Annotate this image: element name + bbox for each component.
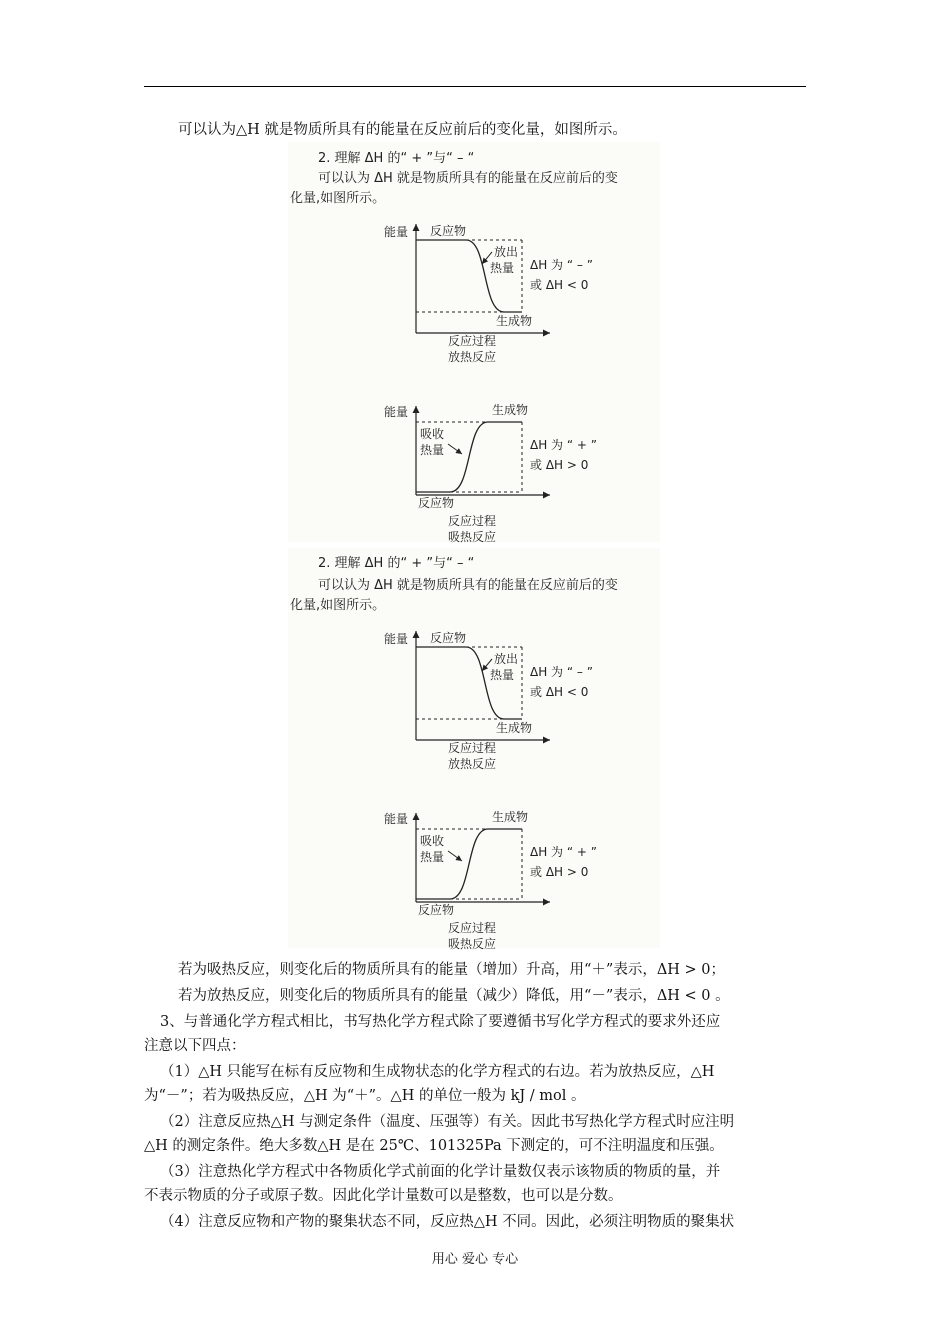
p3-line2: 不表示物质的分子或原子数。因此化学计量数可以是整数，也可以是分数。	[144, 1188, 623, 1204]
item3-line1: 3、与普通化学方程式相比，书写热化学方程式除了要遵循书写化学方程式的要求外还应	[160, 1014, 721, 1030]
x-label: 反应过程	[448, 921, 497, 935]
dh-label-2: 或 ΔH < 0	[530, 685, 589, 699]
caption: 吸热反应	[448, 530, 497, 544]
p3-line1: （3）注意热化学方程式中各物质化学式前面的化学计量数仅表示该物质的物质的量，并	[160, 1164, 721, 1180]
diagram-endothermic-2	[370, 807, 620, 957]
caption: 放热反应	[448, 350, 497, 364]
y-label: 能量	[384, 225, 409, 239]
x-label: 反应过程	[448, 514, 497, 528]
p4-line1: （4）注意反应物和产物的聚集状态不同，反应热△H 不同。因此，必须注明物质的聚集状	[160, 1214, 735, 1230]
arrow-label-2: 热量	[420, 443, 445, 457]
caption: 吸热反应	[448, 937, 497, 951]
top-label: 生成物	[492, 403, 529, 417]
scan-text-1b: 化量,如图所示。	[290, 191, 386, 206]
p1-line1: （1）△H 只能写在标有反应物和生成物状态的化学方程式的右边。若为放热反应，△H	[160, 1064, 715, 1080]
dh-label-2: 或 ΔH > 0	[530, 865, 589, 879]
dh-label-1: ΔH 为 “ – ”	[530, 258, 593, 272]
top-label: 反应物	[430, 631, 467, 645]
bottom-label: 生成物	[496, 314, 533, 328]
scan-text-2a: 可以认为 ΔH 就是物质所具有的能量在反应前后的变	[318, 578, 618, 593]
bottom-label: 反应物	[418, 903, 455, 917]
x-label: 反应过程	[448, 334, 497, 348]
page-footer: 用心 爱心 专心	[431, 1252, 519, 1267]
arrow-label-1: 吸收	[420, 427, 445, 441]
arrow-label-2: 热量	[490, 261, 515, 275]
p2-line1: （2）注意反应热△H 与测定条件（温度、压强等）有关。因此书写热化学方程式时应注明	[160, 1114, 735, 1130]
para-exothermic: 若为放热反应，则变化后的物质所具有的能量（减少）降低，用“－”表示，ΔH < 0 。	[178, 988, 730, 1004]
scan-text-2b: 化量,如图所示。	[290, 598, 386, 613]
diagram-exothermic-1	[370, 218, 620, 368]
header-rule	[144, 86, 806, 87]
arrow-label-1: 吸收	[420, 834, 445, 848]
p1-line2: 为“－”；若为吸热反应，△H 为“＋”。△H 的单位一般为 kJ / mol 。	[144, 1088, 586, 1104]
y-label: 能量	[384, 405, 409, 419]
scan-heading-2: 2. 理解 ΔH 的“ + ”与“ – “	[318, 556, 475, 571]
item3-line2: 注意以下四点：	[144, 1038, 246, 1054]
diagram-exothermic-2	[370, 625, 620, 775]
caption: 放热反应	[448, 757, 497, 771]
dh-label-1: ΔH 为 “ + ”	[530, 845, 597, 859]
para-endothermic: 若为吸热反应，则变化后的物质所具有的能量（增加）升高，用“＋”表示，ΔH > 0；	[178, 962, 726, 978]
x-label: 反应过程	[448, 741, 497, 755]
y-label: 能量	[384, 632, 409, 646]
arrow-label-1: 放出	[494, 245, 519, 259]
p2-line2: △H 的测定条件。绝大多数△H 是在 25℃、101325Pa 下测定的，可不注明温度和压强。	[144, 1138, 724, 1154]
bottom-label: 反应物	[418, 496, 455, 510]
dh-label-1: ΔH 为 “ + ”	[530, 438, 597, 452]
diagram-endothermic-1	[370, 400, 620, 550]
top-label: 反应物	[430, 224, 467, 238]
arrow-label-1: 放出	[494, 652, 519, 666]
scan-text-1a: 可以认为 ΔH 就是物质所具有的能量在反应前后的变	[318, 171, 618, 186]
dh-label-2: 或 ΔH < 0	[530, 278, 589, 292]
arrow-label-2: 热量	[490, 668, 515, 682]
top-label: 生成物	[492, 810, 529, 824]
scan-heading-1: 2. 理解 ΔH 的“ + ”与“ – “	[318, 151, 475, 166]
dh-label-2: 或 ΔH > 0	[530, 458, 589, 472]
intro-line: 可以认为△H 就是物质所具有的能量在反应前后的变化量，如图所示。	[178, 122, 627, 138]
y-label: 能量	[384, 812, 409, 826]
bottom-label: 生成物	[496, 721, 533, 735]
dh-label-1: ΔH 为 “ – ”	[530, 665, 593, 679]
arrow-label-2: 热量	[420, 850, 445, 864]
